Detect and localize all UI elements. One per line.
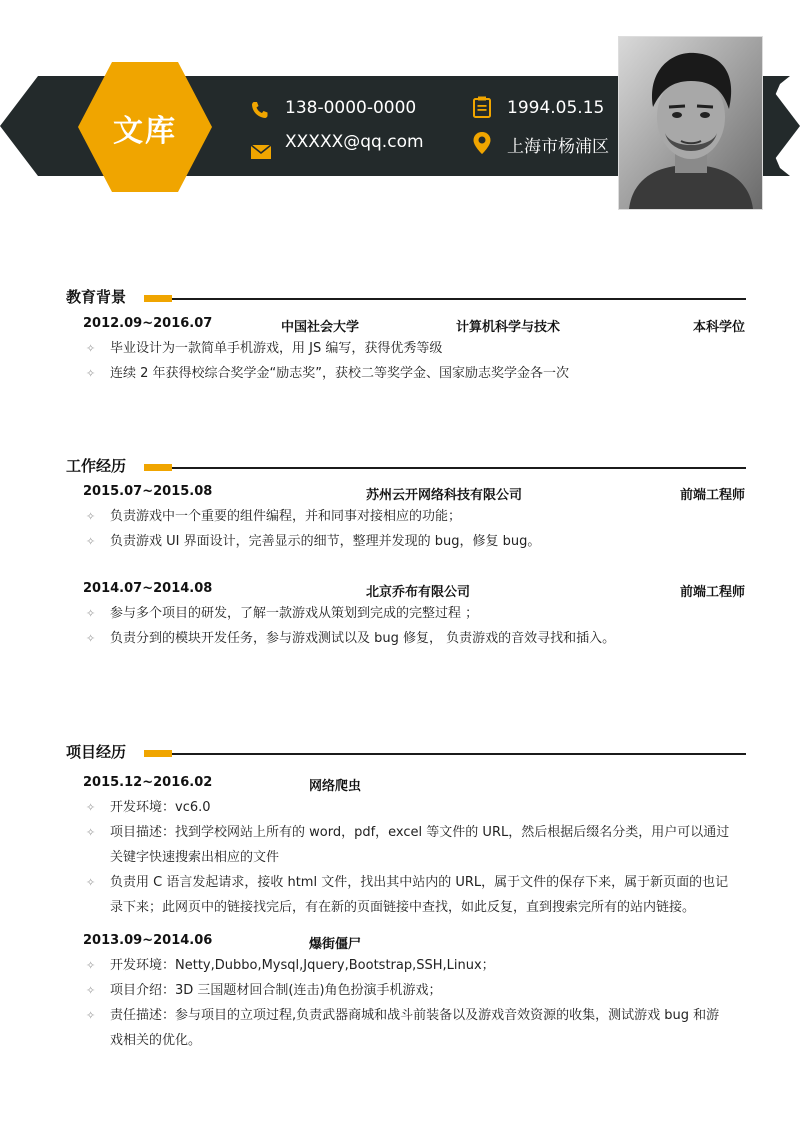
projects-section-header — [66, 745, 746, 761]
phone-icon — [250, 100, 270, 120]
phone-number: 138-0000-0000 — [285, 98, 417, 118]
project-name: 爆街僵尸 — [309, 937, 362, 952]
section-accent — [144, 295, 172, 302]
section-divider — [144, 753, 746, 755]
role: 前端工程师 — [679, 585, 745, 600]
project-name: 网络爬虫 — [309, 779, 362, 794]
period: 2014.07~2014.08 — [83, 581, 213, 596]
period: 2015.12~2016.02 — [83, 775, 213, 790]
period: 2015.07~2015.08 — [83, 484, 213, 499]
section-accent — [144, 750, 172, 757]
section-accent — [144, 464, 172, 471]
company: 苏州云开网络科技有限公司 — [366, 488, 523, 503]
degree: 本科学位 — [692, 320, 745, 335]
location-pin-icon — [472, 131, 492, 155]
work-row — [83, 581, 745, 599]
email-address: XXXXX@qq.com — [285, 132, 424, 152]
major: 计算机科学与技术 — [456, 320, 561, 335]
section-divider — [144, 298, 746, 300]
education-section-header — [66, 290, 746, 306]
period: 2012.09~2016.07 — [83, 316, 213, 331]
section-title: 教育背景 — [66, 288, 127, 306]
school: 中国社会大学 — [281, 320, 360, 335]
section-title: 工作经历 — [66, 457, 127, 475]
mail-icon — [250, 143, 272, 161]
company: 北京乔布有限公司 — [366, 585, 471, 600]
project-row — [83, 775, 745, 793]
birth-date: 1994.05.15 — [507, 98, 605, 118]
calendar-icon — [472, 96, 492, 118]
section-title: 项目经历 — [66, 743, 127, 761]
work-row — [83, 484, 745, 502]
location: 上海市杨浦区 — [507, 137, 609, 157]
profile-photo — [618, 36, 763, 210]
section-divider — [144, 467, 746, 469]
work-section-header — [66, 459, 746, 475]
period: 2013.09~2014.06 — [83, 933, 213, 948]
education-row — [83, 316, 745, 334]
role: 前端工程师 — [679, 488, 745, 503]
candidate-name: 文库 — [113, 114, 177, 149]
project-row — [83, 933, 745, 951]
